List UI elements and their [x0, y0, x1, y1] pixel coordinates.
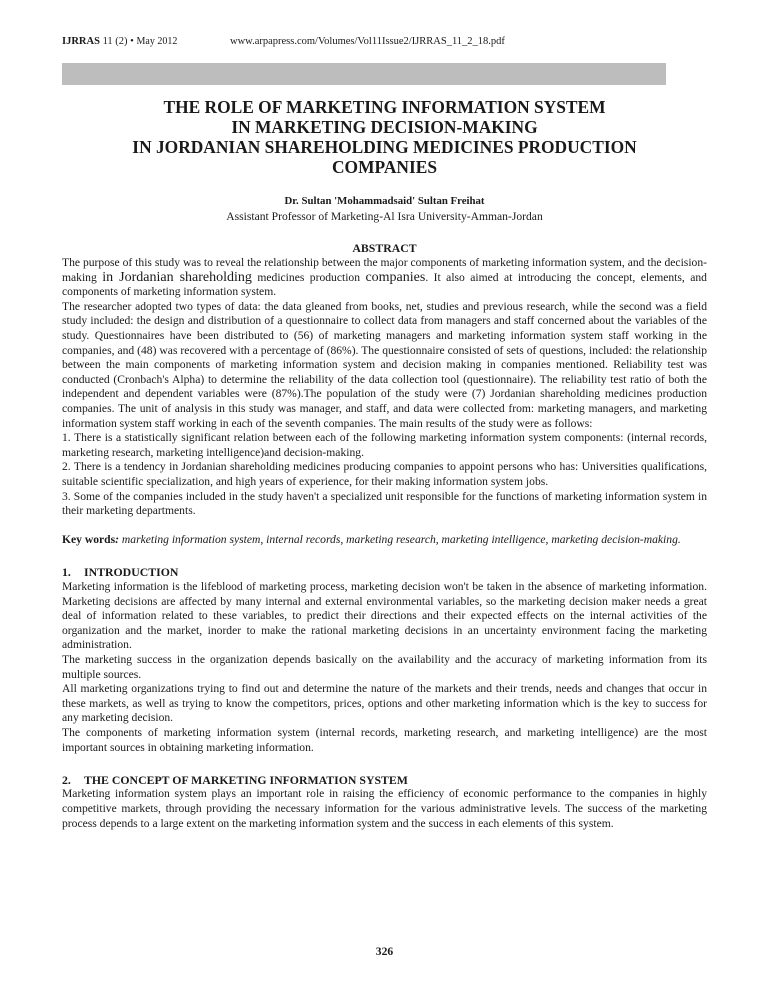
- section-paragraph: Marketing information is the lifeblood of marketing process, marketing decision won't be taken in the absence of marketing information. Marketing decisions are affected by many internal and external environmental variables, so the marketing decision maker needs a great deal of information related to these variables, to predict their directions and their expected effects on the internal activities of the organization and the market, inorder to make the rational marketing decisions in an uncertainty environment facing the marketing administration.: [62, 580, 707, 652]
- page-number: 326: [375, 945, 394, 958]
- result-item: 3. Some of the companies included in the study haven't a specialized unit responsible for the functions of marketing information system in their marketing departments.: [62, 489, 707, 518]
- running-header-left: [62, 36, 177, 47]
- abstract-heading: ABSTRACT: [352, 241, 417, 255]
- result-item: 2. There is a tendency in Jordanian shareholding medicines producing companies to appoint persons who has: Universities qualifications, suitable scientific specialization, and high years of experience, for their making information system jobs.: [62, 460, 707, 488]
- title-line: IN MARKETING DECISION-MAKING: [231, 117, 538, 137]
- author-name: Dr. Sultan 'Mohammadsaid' Sultan Freihat: [284, 195, 485, 207]
- author-affiliation: Assistant Professor of Marketing-Al Isra University-Amman-Jordan: [226, 210, 543, 223]
- running-header-url: www.arpapress.com/Volumes/Vol11Issue2/IJRRAS_11_2_18.pdf: [230, 36, 505, 47]
- journal-date: May 2012: [136, 36, 178, 47]
- keywords: Key words: marketing information system, internal records, marketing research, marketing intelligence, marketing decision-making.: [62, 533, 681, 547]
- section-paragraph: The marketing success in the organization depends basically on the availability and the accuracy of marketing information from its multiple sources.: [62, 653, 707, 681]
- result-item: 1. There is a statistically significant relation between each of the following marketing information system components: (internal records, marketing research, marketing intelligence)and decision-making.: [62, 431, 707, 459]
- abstract-paragraph: The researcher adopted two types of data: the data gleaned from books, net, studies and previous research, while the second was a field study included: the design and distribution of a questionnaire to collect data from managers and staff concerned about the variables of the study. Questionnaires have been distributed to (56) of marketing managers and marketing information system staff working in the companies, and (48) was recovered with a percentage of (86%). The questionnaire consisted of sets of questions, included: the relationship between the main components of marketing information system and decision making in companies mentioned. Reliability test was conducted (Cronbach's Alpha) to determine the reliability of the data collection tool (questionnaire). The reliability test ratio of both the independent and dependent variables were (87%).The population of the study were (7) Jordanian shareholding medicines production companies. The unit of analysis in this study was manager, and staff, and data were collected from: marketing managers, and marketing information system staff working in each of the seventh companies. The main results of the study were as follows:: [62, 299, 707, 430]
- header-band: [62, 63, 666, 85]
- title-line: THE ROLE OF MARKETING INFORMATION SYSTEM: [163, 97, 606, 117]
- section-paragraph: The components of marketing information system (internal records, marketing research, and marketing intelligence) are the most important sources in obtaining marketing information.: [62, 726, 707, 754]
- title-line: COMPANIES: [332, 157, 437, 177]
- keywords-label: Key words: [62, 533, 116, 547]
- section-paragraph: All marketing organizations trying to find out and determine the nature of the markets and their trends, needs and changes that occur in these markets, as well as trying to know the competitors, prices, options and other marketing information which is the key to success for any marketing decision.: [62, 682, 707, 725]
- journal-issue: 11 (2): [102, 36, 128, 47]
- paper-title: [62, 97, 707, 177]
- abstract-body: [62, 256, 707, 831]
- section-heading: 2. THE CONCEPT OF MARKETING INFORMATION SYSTEM: [62, 772, 408, 787]
- section-paragraph: Marketing information system plays an important role in raising the efficiency of economic performance to the companies in highly competitive markets, through providing the necessary information for the various administrative levels. The success of the marketing process depends to a large extent on the marketing information system and the success in each elements of this system.: [62, 787, 707, 830]
- journal-name: IJRRAS: [62, 36, 100, 47]
- keywords-text: marketing information system, internal records, marketing research, marketing intelligence, marketing decision-making.: [119, 533, 681, 547]
- abstract-paragraph: The purpose of this study was to reveal the relationship between the major components of marketing information system, and the decision-making in Jordanian shareholding medicines production companies. It also aimed at introducing the concept, elements, and components of marketing information system.: [62, 256, 707, 299]
- title-line: IN JORDANIAN SHAREHOLDING MEDICINES PRODUCTION: [132, 137, 637, 157]
- bullet-separator: •: [130, 36, 134, 47]
- section-heading: 1. INTRODUCTION: [62, 565, 179, 580]
